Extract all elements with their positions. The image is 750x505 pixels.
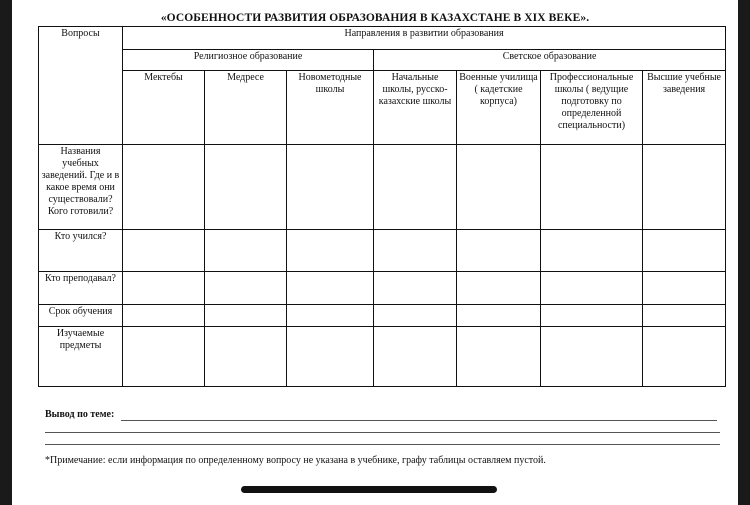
empty-cell[interactable] <box>205 145 287 230</box>
conclusion-underline[interactable] <box>45 444 720 445</box>
empty-cell[interactable] <box>457 305 541 327</box>
empty-cell[interactable] <box>643 305 726 327</box>
column-header: Военные училища ( кадетские корпуса) <box>457 71 541 145</box>
secular-education-header: Светское образование <box>374 50 726 71</box>
empty-cell[interactable] <box>287 145 374 230</box>
empty-cell[interactable] <box>123 305 205 327</box>
column-header: Начальные школы, русско-казахские школы <box>374 71 457 145</box>
column-header: Высшие учебные заведения <box>643 71 726 145</box>
empty-cell[interactable] <box>643 145 726 230</box>
conclusion-underline[interactable] <box>121 420 717 421</box>
table-row <box>39 305 726 327</box>
row-question: Срок обучения <box>39 305 123 327</box>
table-row <box>39 145 726 230</box>
column-header: Мектебы <box>123 71 205 145</box>
empty-cell[interactable] <box>205 230 287 272</box>
empty-cell[interactable] <box>374 230 457 272</box>
empty-cell[interactable] <box>374 327 457 387</box>
empty-cell[interactable] <box>123 272 205 305</box>
empty-cell[interactable] <box>374 272 457 305</box>
left-screen-edge <box>0 0 12 505</box>
empty-cell[interactable] <box>541 272 643 305</box>
empty-cell[interactable] <box>205 272 287 305</box>
empty-cell[interactable] <box>457 230 541 272</box>
empty-cell[interactable] <box>541 145 643 230</box>
empty-cell[interactable] <box>374 145 457 230</box>
empty-cell[interactable] <box>541 230 643 272</box>
table-row <box>39 327 726 387</box>
empty-cell[interactable] <box>287 327 374 387</box>
empty-cell[interactable] <box>457 272 541 305</box>
empty-cell[interactable] <box>287 305 374 327</box>
footnote: *Примечание: если информация по определенному вопросу не указана в учебнике, графу таблицы оставляем пустой. <box>45 455 546 466</box>
home-indicator-bar[interactable] <box>241 486 497 493</box>
document-title: «ОСОБЕННОСТИ РАЗВИТИЯ ОБРАЗОВАНИЯ В КАЗАХСТАНЕ В XIX ВЕКЕ». <box>160 12 590 24</box>
empty-cell[interactable] <box>287 272 374 305</box>
column-header: Профессиональные школы ( ведущие подготовку по определенной специальности) <box>541 71 643 145</box>
education-table <box>38 26 726 387</box>
religious-education-header: Религиозное образование <box>123 50 374 71</box>
empty-cell[interactable] <box>541 305 643 327</box>
column-header: Новометодные школы <box>287 71 374 145</box>
empty-cell[interactable] <box>123 145 205 230</box>
questions-header: Вопросы <box>39 27 123 145</box>
row-question: Названия учебных заведений. Где и в какое время они существовали? Кого готовили? <box>39 145 123 230</box>
empty-cell[interactable] <box>457 327 541 387</box>
empty-cell[interactable] <box>205 305 287 327</box>
empty-cell[interactable] <box>457 145 541 230</box>
column-header: Медресе <box>205 71 287 145</box>
empty-cell[interactable] <box>374 305 457 327</box>
empty-cell[interactable] <box>643 230 726 272</box>
directions-header: Направления в развитии образования <box>123 27 726 50</box>
table-row <box>39 230 726 272</box>
right-screen-edge <box>738 0 750 505</box>
empty-cell[interactable] <box>205 327 287 387</box>
empty-cell[interactable] <box>643 327 726 387</box>
conclusion-label: Вывод по теме: <box>45 409 115 420</box>
row-question: Кто преподавал? <box>39 272 123 305</box>
empty-cell[interactable] <box>123 327 205 387</box>
empty-cell[interactable] <box>541 327 643 387</box>
empty-cell[interactable] <box>643 272 726 305</box>
empty-cell[interactable] <box>287 230 374 272</box>
conclusion-line <box>45 409 720 420</box>
empty-cell[interactable] <box>123 230 205 272</box>
row-question: Изучаемые предметы <box>39 327 123 387</box>
row-question: Кто учился? <box>39 230 123 272</box>
conclusion-underline[interactable] <box>45 432 720 433</box>
table-row <box>39 272 726 305</box>
